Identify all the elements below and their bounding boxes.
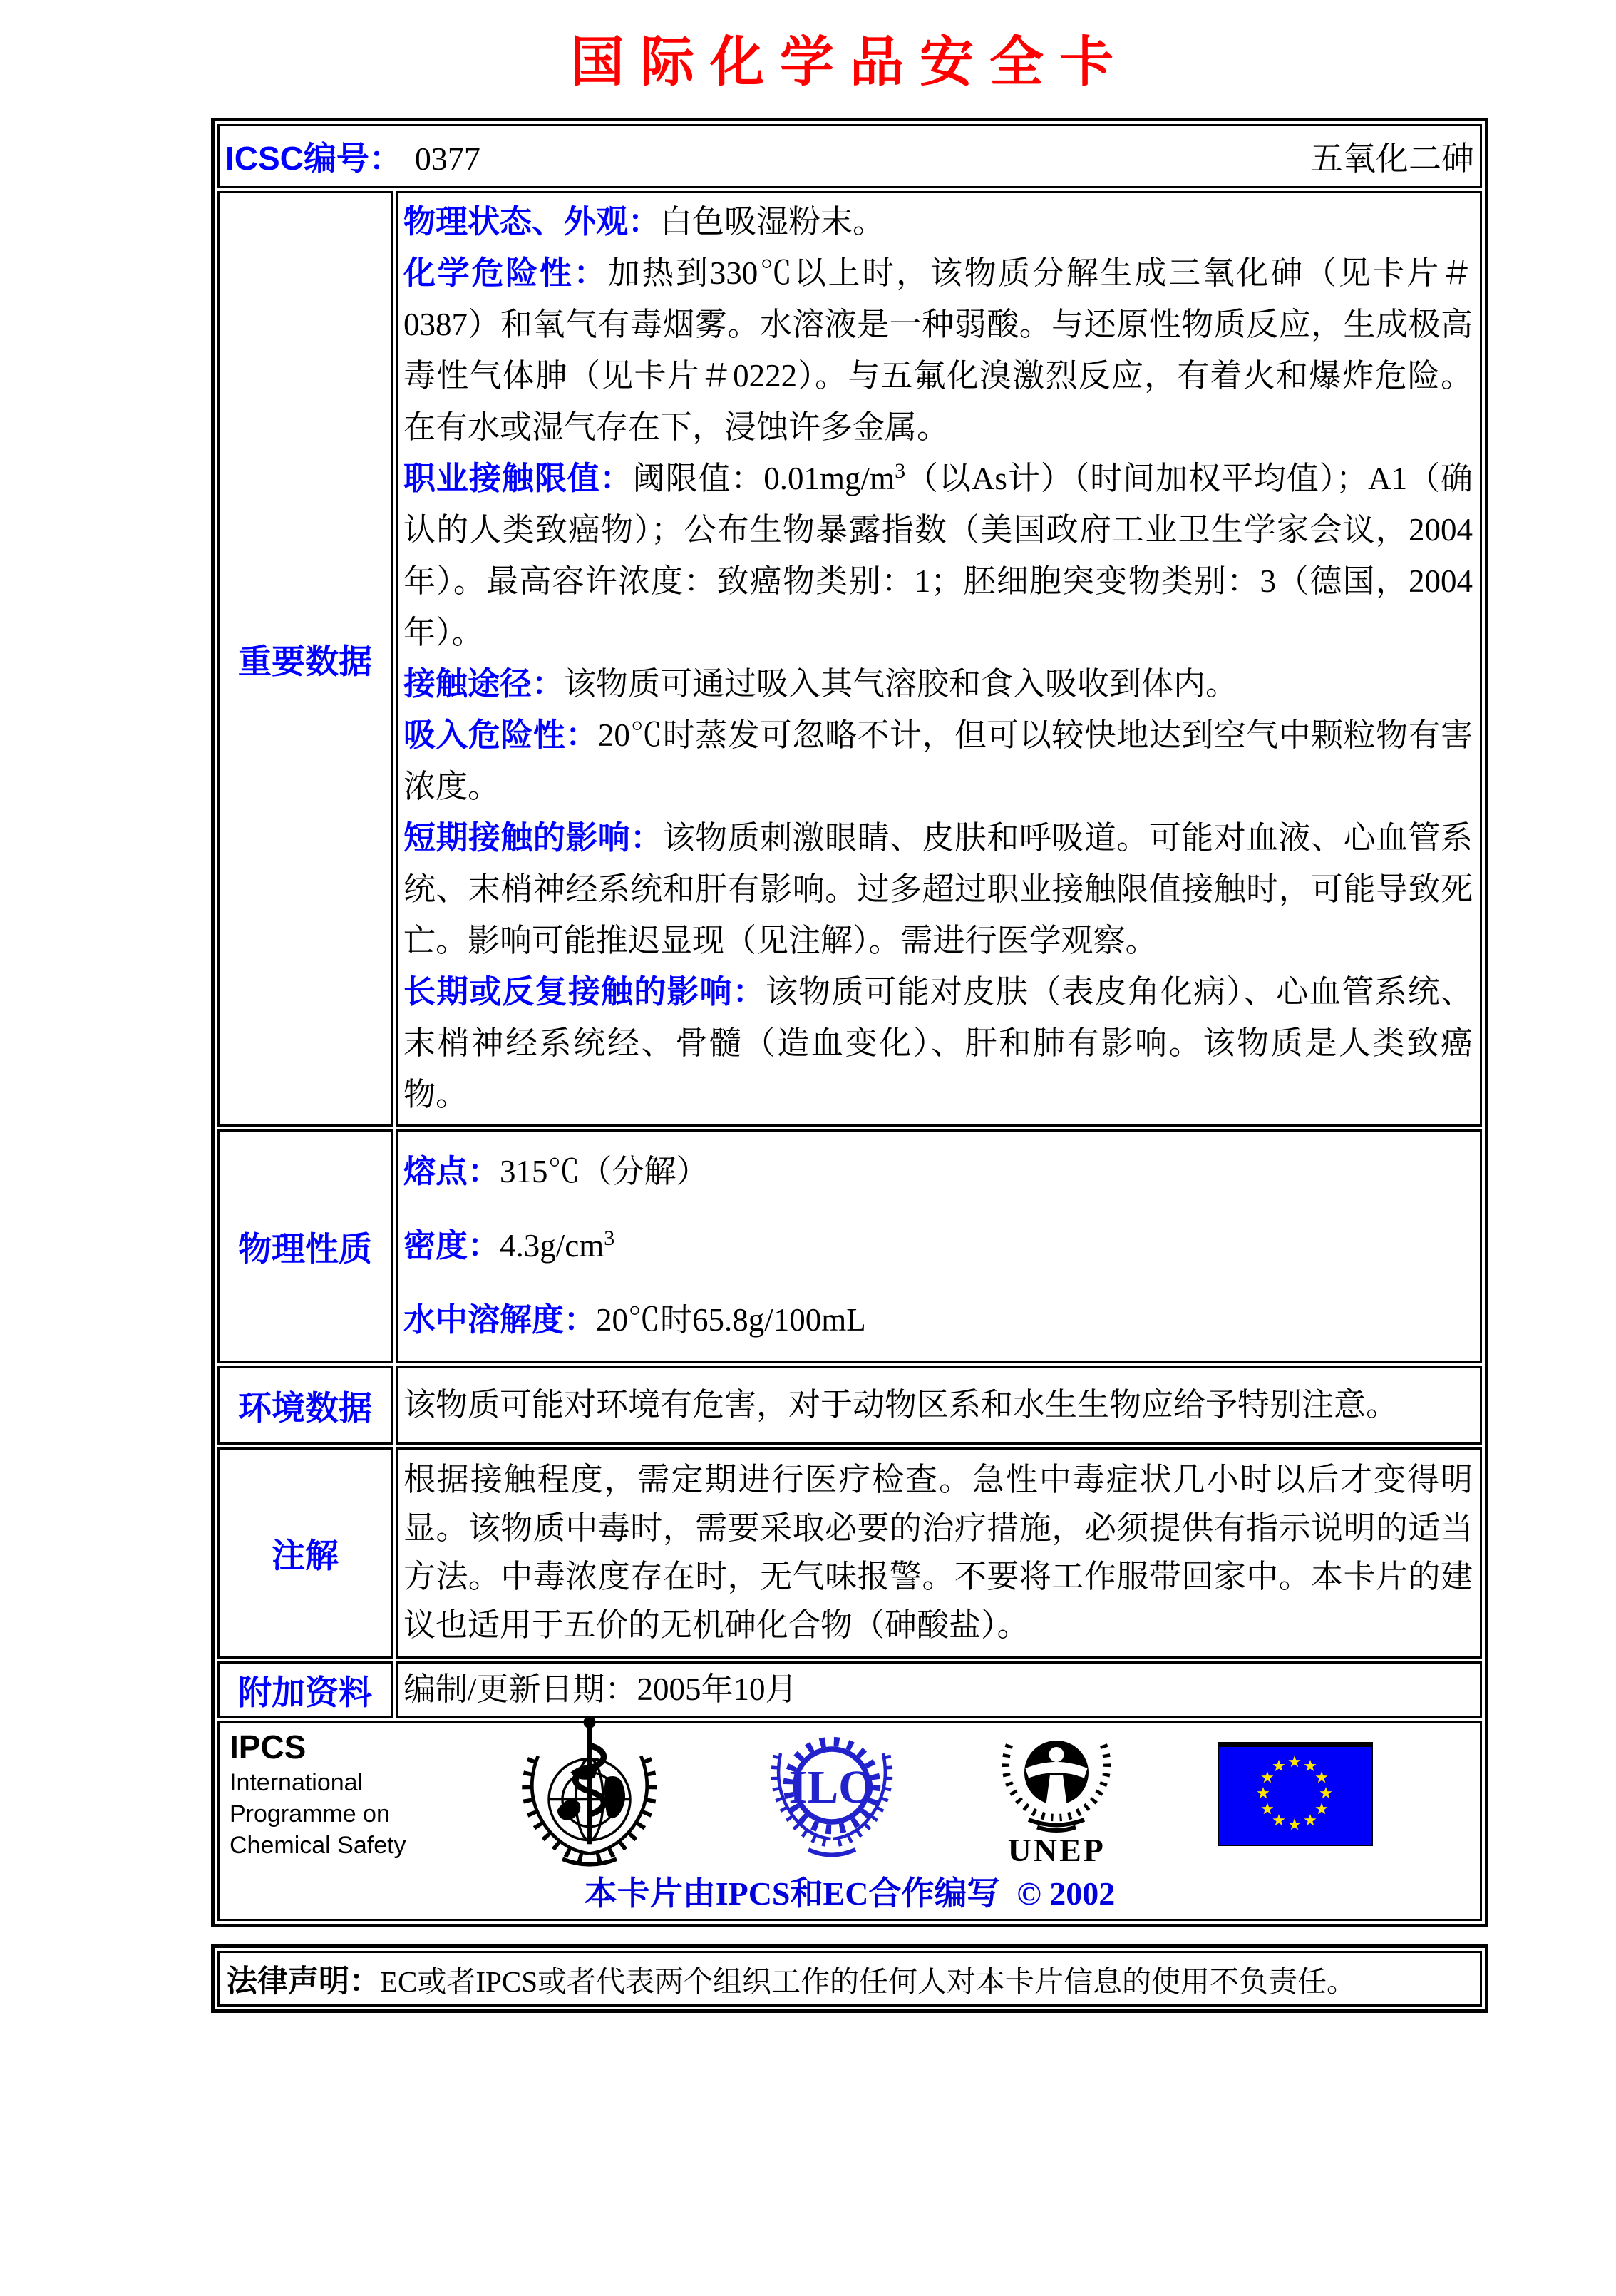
- field-text: 加热到330℃以上时，该物质分解生成三氧化砷（见卡片＃0387）和氧气有毒烟雾。水溶液是一种弱酸。与还原性物质反应，生成极高毒性气体胂（见卡片＃0222）。与五氟化溴激烈反应，有着火和爆炸危险。在有水或湿气存在下，浸蚀许多金属。: [403, 255, 1473, 445]
- legal-notice-cell: [217, 1951, 1482, 2007]
- icsc-number-group: [225, 133, 480, 180]
- ilo-logo-text: ILO: [788, 1761, 875, 1813]
- field-label: 物理状态、外观：: [403, 203, 661, 240]
- section-label-environmental-data: 环境数据: [217, 1366, 393, 1445]
- card-header-cell: [217, 124, 1482, 188]
- field-label: 长期或反复接触的影响：: [403, 973, 766, 1010]
- unep-logo-icon: [992, 1721, 1121, 1833]
- paragraph: [403, 709, 1473, 812]
- paragraph: [403, 196, 1473, 247]
- field-text: 阈限值：0.01mg/m: [632, 461, 895, 496]
- field-label: 短期接触的影响：: [403, 819, 663, 856]
- section-label-additional-info: 附加资料: [217, 1661, 393, 1718]
- logos-cell: [217, 1721, 1482, 1921]
- page-content: [211, 19, 1488, 2013]
- icsc-number-label: ICSC编号：: [225, 140, 402, 177]
- unep-logo-block: [992, 1721, 1121, 1867]
- field-text: 20℃时65.8g/100mL: [596, 1302, 866, 1338]
- logos-row: [217, 1721, 1482, 1921]
- field-text: 该物质可能对环境有危害，对于动物区系和水生生物应给予特别注意。: [403, 1387, 1399, 1423]
- paragraph: [403, 1455, 1473, 1649]
- section-content-notes: [396, 1447, 1482, 1659]
- field-label: 熔点：: [403, 1153, 500, 1189]
- field-text: 根据接触程度，需定期进行医疗检查。急性中毒症状几小时以后才变得明显。该物质中毒时，需要采取必要的治疗措施，必须提供有指示说明的适当方法。中毒浓度存在时，无气味报警。不要将工作服带回家中。本卡片的建议也适用于五价的无机砷化合物（砷酸盐）。: [403, 1462, 1473, 1643]
- section-row-important-data: [217, 191, 1482, 1127]
- paragraph: [403, 812, 1473, 966]
- unep-logo-text: UNEP: [1007, 1832, 1106, 1868]
- cooperation-caption: [220, 1867, 1480, 1915]
- field-text: 该物质可通过吸入其气溶胶和食入吸收到体内。: [564, 666, 1238, 702]
- section-label-physical-properties: 物理性质: [217, 1129, 393, 1363]
- safety-card-table: [211, 118, 1488, 1927]
- page-title: 国际化学品安全卡: [570, 33, 1129, 93]
- field-text: 白色吸湿粉末。: [660, 204, 885, 240]
- section-row-physical-properties: [217, 1129, 1482, 1363]
- icsc-number-value: 0377: [414, 140, 480, 177]
- field-label: 水中溶解度：: [403, 1301, 597, 1338]
- field-label: 职业接触限值：: [403, 460, 633, 496]
- card-header-row: [217, 124, 1482, 188]
- who-logo-icon: [508, 1713, 671, 1875]
- ilo-logo-icon: [768, 1723, 896, 1865]
- paragraph: [403, 247, 1473, 453]
- copyright-text: © 2002: [1017, 1875, 1116, 1912]
- section-content-physical-properties: [396, 1129, 1482, 1363]
- ipcs-text-block: [230, 1727, 411, 1861]
- legal-notice-table: [211, 1944, 1488, 2013]
- ipcs-title: IPCS: [230, 1728, 307, 1765]
- field-text: 20℃时蒸发可忽略不计，但可以较快地达到空气中颗粒物有害浓度。: [403, 717, 1473, 804]
- section-row-environmental-data: [217, 1366, 1482, 1445]
- section-label-important-data: 重要数据: [217, 191, 393, 1127]
- field-label: 接触途径：: [403, 665, 565, 702]
- legal-notice-text: EC或者IPCS或者代表两个组织工作的任何人对本卡片信息的使用不负责任。: [380, 1964, 1356, 1998]
- chemical-name: 五氧化二砷: [1310, 140, 1474, 177]
- field-label: 密度：: [403, 1227, 500, 1264]
- field-text: 3: [604, 1226, 615, 1250]
- paragraph: [403, 1134, 1473, 1209]
- ipcs-line: Programme on: [230, 1800, 390, 1828]
- ipcs-line: International: [230, 1769, 364, 1796]
- icsc-card-page: [0, 19, 1616, 2296]
- section-content-environmental-data: [396, 1366, 1482, 1445]
- field-label: 吸入危险性：: [403, 717, 598, 753]
- section-content-additional-info: [396, 1661, 1482, 1718]
- caption-text: 本卡片由IPCS和EC合作编写: [584, 1875, 1000, 1912]
- legal-notice-label: 法律声明：: [227, 1964, 380, 1999]
- paragraph: [403, 1380, 1473, 1429]
- legal-notice-row: [217, 1951, 1482, 2007]
- paragraph: [403, 966, 1473, 1120]
- field-text: 315℃（分解）: [500, 1154, 709, 1189]
- ipcs-line: Chemical Safety: [230, 1832, 406, 1859]
- paragraph: [403, 1209, 1473, 1283]
- eu-flag-icon: [1218, 1742, 1373, 1846]
- field-label: 化学危险性：: [403, 255, 608, 291]
- section-row-additional-info: [217, 1661, 1482, 1718]
- field-text: （以As计）（时间加权平均值）；A1（确认的人类致癌物）；公布生物暴露指数（美国政府工业卫生学家会议，2004年）。最高容许浓度：致癌物类别：1；胚细胞突变物类别：3（德国，2004年）。: [403, 461, 1473, 650]
- paragraph: [403, 1283, 1473, 1357]
- field-text: 该物质可能对皮肤（表皮角化病）、心血管系统、末梢神经系统经、骨髓（造血变化）、肝和肺有影响。该物质是人类致癌物。: [403, 974, 1473, 1112]
- section-row-notes: [217, 1447, 1482, 1659]
- field-text: 4.3g/cm: [500, 1228, 604, 1264]
- field-text: 编制/更新日期：2005年10月: [403, 1671, 798, 1707]
- section-label-notes: 注解: [217, 1447, 393, 1659]
- paragraph: [403, 453, 1473, 658]
- paragraph: [403, 658, 1473, 709]
- field-text: 该物质刺激眼睛、皮肤和呼吸道。可能对血液、心血管系统、末梢神经系统和肝有影响。过多超过职业接触限值接触时，可能导致死亡。影响可能推迟显现（见注解）。需进行医学观察。: [403, 820, 1473, 958]
- paragraph: [403, 1667, 1473, 1711]
- field-text: 3: [895, 459, 906, 483]
- section-content-important-data: [396, 191, 1482, 1127]
